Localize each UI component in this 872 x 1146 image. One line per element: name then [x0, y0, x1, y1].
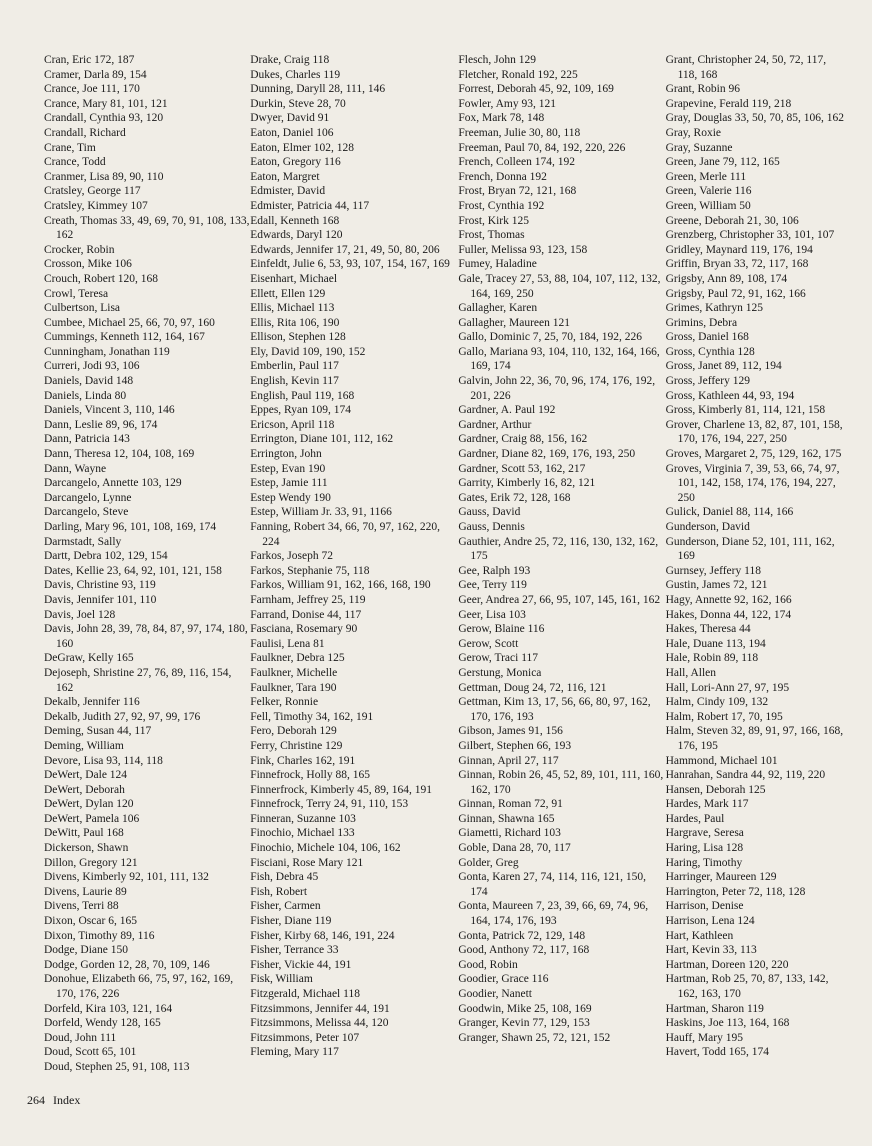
index-entry: Gauthier, Andre 25, 72, 116, 130, 132, 162, 175 [458, 535, 659, 563]
index-entry: Finnerfrock, Kimberly 45, 89, 164, 191 [250, 783, 432, 796]
index-column-2 [250, 53, 458, 1075]
index-entry: Ellison, Stephen 128 [250, 331, 346, 344]
index-entry: Darcangelo, Annette 103, 129 [44, 477, 182, 490]
index-entry: Finnefrock, Terry 24, 91, 110, 153 [250, 798, 409, 811]
index-entry: Davis, Joel 128 [44, 608, 116, 621]
index-entry: Gonta, Karen 27, 74, 114, 116, 121, 150, 174 [458, 871, 646, 898]
index-entry: Fink, Charles 162, 191 [250, 754, 356, 767]
index-entry: Farrand, Donise 44, 117 [250, 608, 362, 621]
index-entry: Cratsley, George 117 [44, 185, 141, 198]
index-entry: Fisher, Terrance 33 [250, 944, 339, 957]
index-entry: Ely, David 109, 190, 152 [250, 345, 366, 358]
index-entry: Darling, Mary 96, 101, 108, 169, 174 [44, 521, 217, 533]
index-entry: Flesch, John 129 [458, 54, 536, 66]
index-entry: Geer, Andrea 27, 66, 95, 107, 145, 161, 162 [458, 593, 661, 606]
index-entry: Gettman, Kim 13, 17, 56, 66, 80, 97, 162, 170, 176, 193 [458, 696, 651, 723]
index-entry: Green, Merle 111 [665, 170, 747, 183]
index-entry: Gates, Erik 72, 128, 168 [458, 491, 571, 504]
index-entry: Gee, Ralph 193 [458, 564, 531, 577]
index-entry: Goodier, Grace 116 [458, 973, 549, 986]
index-entry: Hansen, Deborah 125 [665, 783, 766, 796]
index-entry: Gustin, James 72, 121 [665, 579, 768, 592]
index-entry: Gunderson, David [665, 521, 750, 533]
index-entry: Crouch, Robert 120, 168 [44, 272, 159, 285]
index-entry: Faulkner, Michelle [250, 666, 338, 679]
index-entry: Fleming, Mary 117 [250, 1046, 339, 1059]
index-entry: Estep Wendy 190 [250, 491, 331, 504]
index-entry: Donohue, Elizabeth 66, 75, 97, 162, 169, 170, 176, 226 [44, 973, 234, 1000]
index-entry: Hagy, Annette 92, 162, 166 [665, 593, 792, 606]
index-entry: Gee, Terry 119 [458, 579, 527, 592]
index-entry: Dann, Wayne [44, 462, 107, 475]
index-entry: Divens, Laurie 89 [44, 885, 127, 898]
index-entry: Fasciana, Rosemary 90 [250, 623, 358, 636]
index-entry: Deming, Susan 44, 117 [44, 725, 152, 738]
index-entry: Hale, Duane 113, 194 [665, 637, 766, 650]
index-entry: Finneran, Suzanne 103 [250, 812, 356, 825]
index-entry: Dorfeld, Wendy 128, 165 [44, 1017, 161, 1030]
index-entry: Ericson, April 118 [250, 418, 335, 431]
index-entry: Hartman, Sharon 119 [665, 1002, 764, 1015]
index-entry: Crowl, Teresa [44, 287, 109, 300]
index-entry: Eaton, Margret [250, 170, 320, 183]
index-entry: Griffin, Bryan 33, 72, 117, 168 [665, 258, 809, 271]
index-entry: Eaton, Elmer 102, 128 [250, 141, 355, 154]
index-entry: Hammond, Michael 101 [665, 754, 778, 767]
index-entry: Gurnsey, Jeffery 118 [665, 564, 761, 577]
index-entry: Culbertson, Lisa [44, 302, 121, 315]
index-entry: Darcangelo, Steve [44, 506, 129, 519]
index-entry: Green, Jane 79, 112, 165 [665, 156, 780, 169]
index-entry: Fisher, Kirby 68, 146, 191, 224 [250, 929, 395, 942]
index-entry: Grenzberg, Christopher 33, 101, 107 [665, 229, 835, 242]
index-entry: Halm, Robert 17, 70, 195 [665, 710, 783, 723]
index-entry: Good, Robin [458, 958, 518, 971]
index-entry: Gardner, Diane 82, 169, 176, 193, 250 [458, 448, 636, 461]
index-entry: Haring, Lisa 128 [665, 842, 744, 855]
index-entry: Granger, Shawn 25, 72, 121, 152 [458, 1031, 611, 1044]
index-entry: Dodge, Gorden 12, 28, 70, 109, 146 [44, 958, 210, 971]
index-entry: Hakes, Theresa 44 [665, 623, 751, 636]
index-entry: Gross, Cynthia 128 [665, 345, 755, 358]
index-entry: Dartt, Debra 102, 129, 154 [44, 550, 168, 563]
index-entry: Edall, Kenneth 168 [250, 214, 340, 227]
index-entry: Durkin, Steve 28, 70 [250, 97, 346, 110]
index-entry: Eppes, Ryan 109, 174 [250, 404, 351, 417]
index-entry: Grigsby, Paul 72, 91, 162, 166 [665, 287, 806, 300]
index-entry: Creath, Thomas 33, 49, 69, 70, 91, 108, 133, 162 [44, 214, 250, 242]
page-number: 264 [27, 1093, 45, 1107]
index-entry: Hartman, Rob 25, 70, 87, 133, 142, 162, 163, 170 [665, 973, 829, 1000]
index-entry: Cran, Eric 172, 187 [44, 54, 135, 66]
index-entry: Havert, Todd 165, 174 [665, 1046, 769, 1059]
index-entry: Davis, Jennifer 101, 110 [44, 593, 157, 606]
index-entry: French, Colleen 174, 192 [458, 156, 575, 169]
index-entry: Gardner, Arthur [458, 418, 532, 431]
index-entry: Frost, Bryan 72, 121, 168 [458, 185, 577, 198]
index-entry: Groves, Virginia 7, 39, 53, 66, 74, 97, 101, 142, 158, 174, 176, 194, 227, 250 [665, 462, 840, 504]
index-entry: Ellis, Rita 106, 190 [250, 316, 340, 329]
index-entry: Gibson, James 91, 156 [458, 725, 563, 738]
index-entry: Crandall, Cynthia 93, 120 [44, 112, 164, 125]
index-entry: Geer, Lisa 103 [458, 608, 526, 621]
index-entry: Gross, Kimberly 81, 114, 121, 158 [665, 404, 826, 417]
index-entry: Fowler, Amy 93, 121 [458, 97, 556, 110]
index-entry: Finochio, Michele 104, 106, 162 [250, 842, 401, 855]
index-entry: Gridley, Maynard 119, 176, 194 [665, 243, 813, 256]
index-entry: Fitzsimmons, Jennifer 44, 191 [250, 1002, 390, 1015]
index-entry: Halm, Cindy 109, 132 [665, 696, 769, 709]
index-entry: Hartman, Doreen 120, 220 [665, 958, 789, 971]
index-entry: Hargrave, Seresa [665, 827, 744, 840]
index-entry: Errington, Diane 101, 112, 162 [250, 433, 394, 446]
index-entry: Grimins, Debra [665, 316, 738, 329]
index-entry: Frost, Kirk 125 [458, 214, 529, 227]
index-entry: Hale, Robin 89, 118 [665, 652, 759, 665]
index-entry: Daniels, Linda 80 [44, 389, 127, 402]
index-entry: Harringer, Maureen 129 [665, 871, 777, 884]
index-entry: Hanrahan, Sandra 44, 92, 119, 220 [665, 769, 826, 782]
index-entry: DeWert, Dylan 120 [44, 798, 134, 811]
index-entry: Dodge, Diane 150 [44, 944, 128, 957]
index-entry: Gallo, Mariana 93, 104, 110, 132, 164, 166, 169, 174 [458, 345, 660, 373]
index-entry: Eaton, Gregory 116 [250, 156, 341, 169]
index-entry: Halm, Steven 32, 89, 91, 97, 166, 168, 176, 195 [665, 725, 844, 752]
index-entry: Dejoseph, Shristine 27, 76, 89, 116, 154, 162 [44, 666, 232, 694]
index-entry: Granger, Kevin 77, 129, 153 [458, 1017, 590, 1030]
index-entry: Grapevine, Ferald 119, 218 [665, 97, 792, 110]
index-entry: Fish, Robert [250, 885, 308, 898]
index-entry: Gray, Douglas 33, 50, 70, 85, 106, 162 [665, 112, 845, 125]
index-entry: Daniels, Vincent 3, 110, 146 [44, 404, 175, 417]
index-entry: Eisenhart, Michael [250, 272, 338, 285]
index-entry: Curreri, Jodi 93, 106 [44, 360, 140, 373]
index-entry: Harrington, Peter 72, 118, 128 [665, 885, 806, 898]
index-entry: Fisk, William [250, 973, 313, 986]
index-entry: Giametti, Richard 103 [458, 827, 561, 840]
index-entry: Hart, Kevin 33, 113 [665, 944, 757, 957]
index-entry: Dillon, Gregory 121 [44, 856, 138, 869]
index-entry: DeWert, Pamela 106 [44, 812, 140, 825]
index-entry: Gunderson, Diane 52, 101, 111, 162, 169 [665, 535, 835, 563]
index-entry: Ellett, Ellen 129 [250, 287, 326, 300]
index-entry: Golder, Greg [458, 856, 519, 869]
index-entry: French, Donna 192 [458, 170, 547, 183]
index-entry: Faulisi, Lena 81 [250, 637, 325, 650]
section-label: Index [53, 1093, 81, 1107]
index-entry: English, Paul 119, 168 [250, 389, 355, 402]
index-entry: Cranmer, Lisa 89, 90, 110 [44, 170, 164, 183]
index-entry: Grigsby, Ann 89, 108, 174 [665, 272, 788, 285]
index-column-1 [44, 53, 250, 1075]
index-entry: Ferry, Christine 129 [250, 739, 343, 752]
index-entry: Fitzgerald, Michael 118 [250, 988, 360, 1000]
index-entry: Ginnan, April 27, 117 [458, 754, 559, 767]
index-entry: Faulkner, Debra 125 [250, 652, 345, 665]
index-entry: Divens, Terri 88 [44, 900, 119, 913]
index-column-4 [666, 53, 844, 1075]
index-entry: Ginnan, Shawna 165 [458, 812, 555, 825]
index-entry: Gerow, Traci 117 [458, 652, 539, 665]
index-entry: Deming, William [44, 739, 124, 752]
index-entry: Goodier, Nanett [458, 988, 533, 1000]
index-entry: Doud, Stephen 25, 91, 108, 113 [44, 1060, 190, 1073]
index-entry: Errington, John [250, 448, 322, 461]
index-entry: Crane, Tim [44, 141, 96, 154]
index-entry: Fisher, Vickie 44, 191 [250, 958, 352, 971]
index-entry: DeWitt, Paul 168 [44, 827, 124, 840]
index-column-3 [458, 53, 665, 1075]
index-entry: Fumey, Haladine [458, 258, 537, 271]
index-entry: Gross, Janet 89, 112, 194 [665, 360, 782, 373]
index-entry: Hall, Lori-Ann 27, 97, 195 [665, 681, 790, 694]
index-entry: Fitzsimmons, Peter 107 [250, 1031, 360, 1044]
index-entry: Green, Valerie 116 [665, 185, 752, 198]
index-entry: Dorfeld, Kira 103, 121, 164 [44, 1002, 173, 1015]
index-entry: English, Kevin 117 [250, 375, 339, 388]
index-entry: Fell, Timothy 34, 162, 191 [250, 710, 374, 723]
index-entry: DeWert, Deborah [44, 783, 125, 796]
index-entry: Ginnan, Robin 26, 45, 52, 89, 101, 111, 160, 162, 170 [458, 769, 664, 796]
index-entry: Hauff, Mary 195 [665, 1031, 743, 1044]
index-entry: Eaton, Daniel 106 [250, 126, 334, 139]
index-entry: Faulkner, Tara 190 [250, 681, 337, 694]
index-entry: Doud, John 111 [44, 1031, 117, 1044]
index-entry: Hardes, Paul [665, 812, 725, 825]
index-entry: Ginnan, Roman 72, 91 [458, 798, 563, 811]
index-entry: Fletcher, Ronald 192, 225 [458, 68, 578, 81]
page-footer [27, 1093, 80, 1108]
index-entry: DeGraw, Kelly 165 [44, 652, 134, 665]
index-entry: Gerow, Scott [458, 637, 519, 650]
index-entry: Cratsley, Kimmey 107 [44, 199, 148, 212]
index-entry: Crance, Joe 111, 170 [44, 83, 140, 96]
index-entry: Gauss, David [458, 506, 521, 519]
index-entry: Grimes, Kathryn 125 [665, 302, 763, 315]
index-entry: Dann, Theresa 12, 104, 108, 169 [44, 448, 195, 461]
index-entry: Gross, Kathleen 44, 93, 194 [665, 389, 795, 402]
index-entry: Dwyer, David 91 [250, 112, 330, 125]
index-entry: Groves, Margaret 2, 75, 129, 162, 175 [665, 448, 842, 461]
index-entry: Farnham, Jeffrey 25, 119 [250, 593, 366, 606]
index-entry: Crance, Mary 81, 101, 121 [44, 97, 168, 110]
index-entry: Cummings, Kenneth 112, 164, 167 [44, 331, 205, 344]
index-entry: Devore, Lisa 93, 114, 118 [44, 754, 163, 767]
index-entry: Hall, Allen [665, 666, 717, 679]
index-entry: Einfeldt, Julie 6, 53, 93, 107, 154, 167, 169 [250, 258, 450, 271]
index-entry: Gale, Tracey 27, 53, 88, 104, 107, 112, 132, 164, 169, 250 [458, 272, 661, 300]
index-entry: Gross, Jeffery 129 [665, 375, 750, 388]
index-entry: Crosson, Mike 106 [44, 258, 132, 271]
index-entry: Gray, Suzanne [665, 141, 733, 154]
index-entry: Fero, Deborah 129 [250, 725, 337, 738]
index-entry: Edwards, Jennifer 17, 21, 49, 50, 80, 206 [250, 243, 440, 256]
index-entry: Goodwin, Mike 25, 108, 169 [458, 1002, 592, 1015]
index-entry: Gallo, Dominic 7, 25, 70, 184, 192, 226 [458, 331, 643, 344]
index-entry: Green, William 50 [665, 199, 751, 212]
index-entry: Gonta, Maureen 7, 23, 39, 66, 69, 74, 96, 164, 174, 176, 193 [458, 900, 649, 928]
index-entry: Davis, Christine 93, 119 [44, 579, 156, 592]
index-entry: Darcangelo, Lynne [44, 491, 132, 504]
index-entry: Daniels, David 148 [44, 375, 134, 388]
index-entry: Greene, Deborah 21, 30, 106 [665, 214, 799, 227]
index-entry: Cumbee, Michael 25, 66, 70, 97, 160 [44, 316, 215, 329]
index-entry: Gulick, Daniel 88, 114, 166 [665, 506, 794, 519]
index-entry: Edmister, Patricia 44, 117 [250, 199, 370, 212]
index-entry: Grant, Christopher 24, 50, 72, 117, 118, 168 [665, 54, 827, 81]
index-entry: Crandall, Richard [44, 126, 126, 139]
index-entry: Edmister, David [250, 185, 326, 198]
index-entry: Hardes, Mark 117 [665, 798, 749, 811]
index-entry: Freeman, Julie 30, 80, 118 [458, 126, 581, 139]
index-entry: Crance, Todd [44, 156, 106, 169]
index-entry: Dukes, Charles 119 [250, 68, 341, 81]
index-entry: Edwards, Daryl 120 [250, 229, 343, 242]
index-entry: Crocker, Robin [44, 243, 115, 256]
index-entry: Drake, Craig 118 [250, 54, 330, 66]
index-entry: Gardner, Scott 53, 162, 217 [458, 462, 586, 475]
index-entry: Gilbert, Stephen 66, 193 [458, 739, 572, 752]
index-entry: Fox, Mark 78, 148 [458, 112, 545, 125]
index-entry: Gonta, Patrick 72, 129, 148 [458, 929, 586, 942]
index-entry: Dekalb, Jennifer 116 [44, 696, 140, 709]
index-entry: Cramer, Darla 89, 154 [44, 68, 147, 81]
index-entry: Haskins, Joe 113, 164, 168 [665, 1017, 790, 1030]
index-entry: Farkos, Stephanie 75, 118 [250, 564, 370, 577]
index-entry: Farkos, Joseph 72 [250, 550, 333, 563]
index-entry: Dunning, Daryll 28, 111, 146 [250, 83, 386, 96]
index-entry: Finochio, Michael 133 [250, 827, 355, 840]
index-entry: Gallagher, Maureen 121 [458, 316, 570, 329]
index-entry: Darmstadt, Sally [44, 535, 122, 548]
index-entry: Fisciani, Rose Mary 121 [250, 856, 364, 869]
index-entry: Farkos, William 91, 162, 166, 168, 190 [250, 579, 431, 592]
index-entry: Emberlin, Paul 117 [250, 360, 339, 373]
index-entry: Doud, Scott 65, 101 [44, 1046, 137, 1059]
index-entry: Estep, Evan 190 [250, 462, 326, 475]
index-entry: Gross, Daniel 168 [665, 331, 749, 344]
index-entry: Dann, Patricia 143 [44, 433, 130, 446]
index-entry: Hakes, Donna 44, 122, 174 [665, 608, 792, 621]
index-entry: Dixon, Oscar 6, 165 [44, 915, 137, 928]
index-entry: Frost, Cynthia 192 [458, 199, 545, 212]
index-entry: Garrity, Kimberly 16, 82, 121 [458, 477, 596, 490]
index-entry: Gardner, A. Paul 192 [458, 404, 556, 417]
index-entry: Gerstung, Monica [458, 666, 542, 679]
index-entry: Felker, Ronnie [250, 696, 319, 709]
index-entry: Estep, Jamie 111 [250, 477, 328, 490]
index-entry: Dekalb, Judith 27, 92, 97, 99, 176 [44, 710, 201, 723]
index-entry: Fitzsimmons, Melissa 44, 120 [250, 1017, 389, 1030]
index-entry: Fuller, Melissa 93, 123, 158 [458, 243, 588, 256]
index-entry: Frost, Thomas [458, 229, 525, 242]
index-entry: Gray, Roxie [665, 126, 722, 139]
index-entry: Dixon, Timothy 89, 116 [44, 929, 155, 942]
index-entry: Grover, Charlene 13, 82, 87, 101, 158, 170, 176, 194, 227, 250 [665, 418, 843, 446]
index-entry: Gauss, Dennis [458, 521, 525, 533]
index-entry: Fanning, Robert 34, 66, 70, 97, 162, 220, 224 [250, 521, 440, 548]
index-entry: Gallagher, Karen [458, 302, 538, 315]
index-entry: Galvin, John 22, 36, 70, 96, 174, 176, 192, 201, 226 [458, 375, 656, 402]
index-entry: Gettman, Doug 24, 72, 116, 121 [458, 681, 607, 694]
index-entry: Estep, William Jr. 33, 91, 1166 [250, 506, 392, 519]
index-entry: Davis, John 28, 39, 78, 84, 87, 97, 174, 180, 160 [44, 623, 248, 650]
index-entry: Dates, Kellie 23, 64, 92, 101, 121, 158 [44, 564, 222, 577]
index-entry: Fisher, Diane 119 [250, 915, 332, 928]
index-entry: Good, Anthony 72, 117, 168 [458, 944, 590, 957]
index-entry: Harrison, Lena 124 [665, 915, 755, 928]
index-entry: Gardner, Craig 88, 156, 162 [458, 433, 588, 446]
index-entry: Ellis, Michael 113 [250, 302, 335, 315]
index-entry: DeWert, Dale 124 [44, 769, 128, 782]
index-entry: Grant, Robin 96 [665, 83, 740, 96]
index-entry: Divens, Kimberly 92, 101, 111, 132 [44, 871, 209, 884]
index-entry: Dann, Leslie 89, 96, 174 [44, 418, 158, 431]
index-entry: Gerow, Blaine 116 [458, 623, 545, 636]
index-entry: Freeman, Paul 70, 84, 192, 220, 226 [458, 141, 626, 154]
index-entry: Cunningham, Jonathan 119 [44, 345, 170, 358]
index-entry: Dickerson, Shawn [44, 842, 129, 855]
index-entry: Haring, Timothy [665, 856, 743, 869]
index-entry: Finnefrock, Holly 88, 165 [250, 769, 370, 782]
index-entry: Fisher, Carmen [250, 900, 321, 913]
index-entry: Harrison, Denise [665, 900, 744, 913]
index-entry: Hart, Kathleen [665, 929, 734, 942]
index-entry: Forrest, Deborah 45, 92, 109, 169 [458, 83, 614, 96]
index-entry: Fish, Debra 45 [250, 871, 319, 884]
index-entry: Goble, Dana 28, 70, 117 [458, 842, 571, 855]
index-columns [44, 53, 844, 1075]
